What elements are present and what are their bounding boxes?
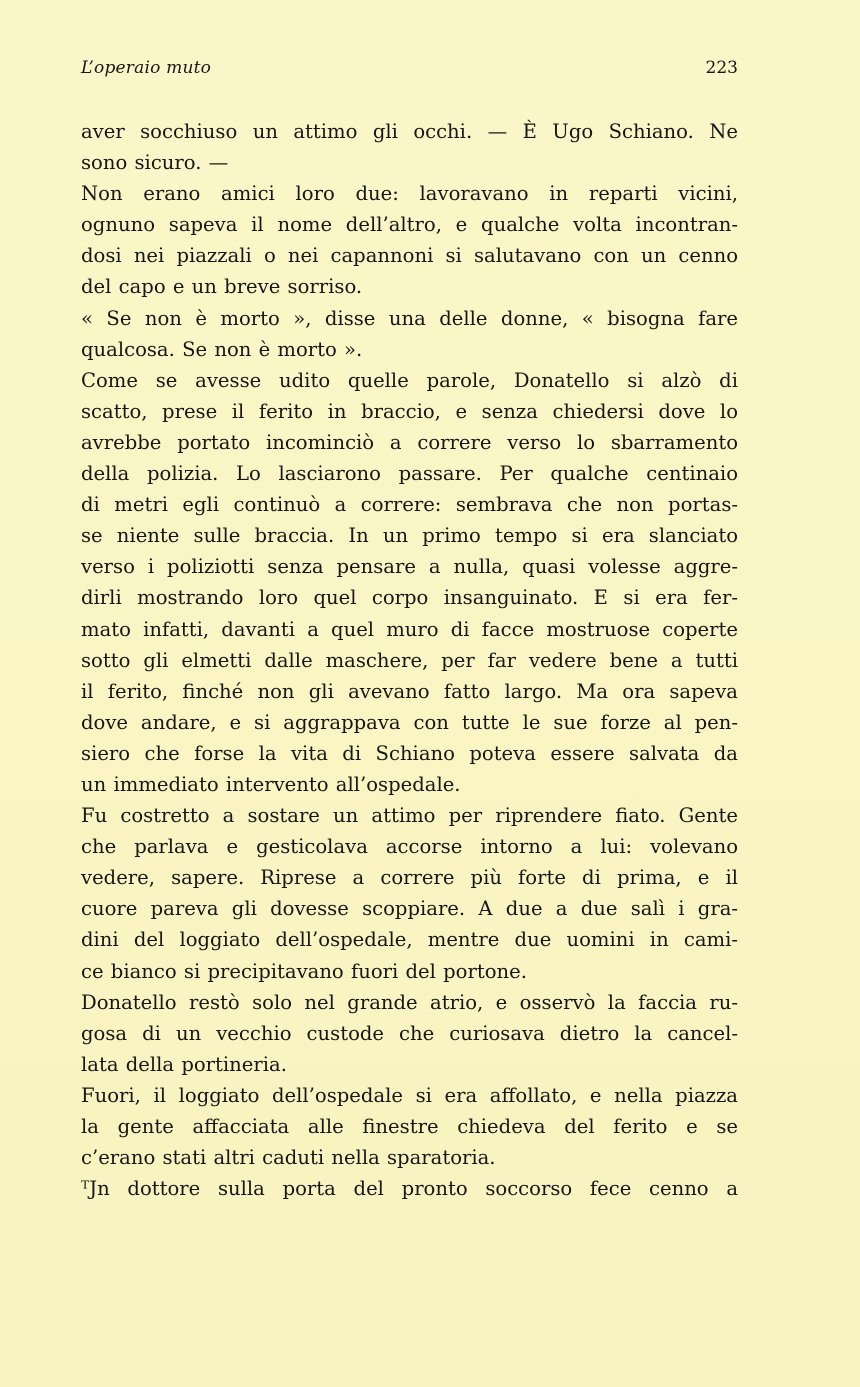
text-line: se niente sulle braccia. In un primo tempo si era slanciato <box>81 524 738 548</box>
text-line: aver socchiuso un attimo gli occhi. — È Ugo Schiano. Ne <box>81 120 738 143</box>
text-line: del capo e un breve sorriso. <box>81 275 363 299</box>
text-line: siero che forse la vita di Schiano poteva essere salvata da <box>81 741 738 765</box>
running-head <box>81 58 738 84</box>
text-line: Donatello restò solo nel grande atrio, e osservò la faccia ru- <box>81 990 738 1014</box>
text-line: Come se avesse udito quelle parole, Donatello si alzò di <box>81 368 738 392</box>
text-line: « Se non è morto », disse una delle donne, « bisogna fare <box>81 306 738 330</box>
text-line: cuore pareva gli dovesse scoppiare. A due a due salì i gra- <box>81 897 738 921</box>
text-line: Non erano amici loro due: lavoravano in reparti vicini, <box>81 182 738 206</box>
text-line: dirli mostrando loro quel corpo insanguinato. E si era fer- <box>81 586 738 610</box>
text-line: mato infatti, davanti a quel muro di facce mostruose coperte <box>81 617 738 641</box>
text-line: vedere, sapere. Riprese a correre più forte di prima, e il <box>81 866 738 890</box>
text-line: lata della portineria. <box>81 1052 287 1076</box>
text-line: Fu costretto a sostare un attimo per riprendere fiato. Gente <box>81 804 738 828</box>
text-line: sono sicuro. — <box>81 151 229 175</box>
text-line: gosa di un vecchio custode che curiosava dietro la cancel- <box>81 1021 738 1045</box>
text-line: avrebbe portato incominciò a correre verso lo sbarramento <box>81 430 738 454</box>
page-number: 223 <box>705 58 738 78</box>
text-line: Fuori, il loggiato dell’ospedale si era affollato, e nella piazza <box>81 1083 738 1107</box>
text-line: un immediato intervento all’ospedale. <box>81 772 461 796</box>
text-line: la gente affacciata alle finestre chiedeva del ferito e se <box>81 1115 738 1138</box>
text-line: qualcosa. Se non è morto ». <box>81 337 363 361</box>
text-line: dini del loggiato dell’ospedale, mentre due uomini in cami- <box>81 928 738 952</box>
text-line: della polizia. Lo lasciarono passare. Per qualche centinaio <box>81 462 738 486</box>
text-line: ᵀJn dottore sulla porta del pronto soccorso fece cenno a <box>81 1177 738 1201</box>
text-line: verso i poliziotti senza pensare a nulla, quasi volesse aggre- <box>81 555 738 579</box>
text-line: che parlava e gesticolava accorse intorno a lui: volevano <box>81 835 738 859</box>
text-line: il ferito, finché non gli avevano fatto largo. Ma ora sapeva <box>81 679 738 703</box>
running-title: L’operaio muto <box>81 58 212 78</box>
text-line: c’erano stati altri caduti nella sparatoria. <box>81 1146 496 1170</box>
text-line: dosi nei piazzali o nei capannoni si salutavano con un cenno <box>81 244 738 268</box>
body-text <box>81 116 738 1204</box>
text-line: dove andare, e si aggrappava con tutte le sue forze al pen- <box>81 710 738 734</box>
text-line: di metri egli continuò a correre: sembrava che non portas- <box>81 493 738 517</box>
text-line: ognuno sapeva il nome dell’altro, e qualche volta incontran- <box>81 213 738 237</box>
text-line: sotto gli elmetti dalle maschere, per far vedere bene a tutti <box>81 648 738 672</box>
text-line: scatto, prese il ferito in braccio, e senza chiedersi dove lo <box>81 399 738 423</box>
text-line: ce bianco si precipitavano fuori del portone. <box>81 959 527 983</box>
